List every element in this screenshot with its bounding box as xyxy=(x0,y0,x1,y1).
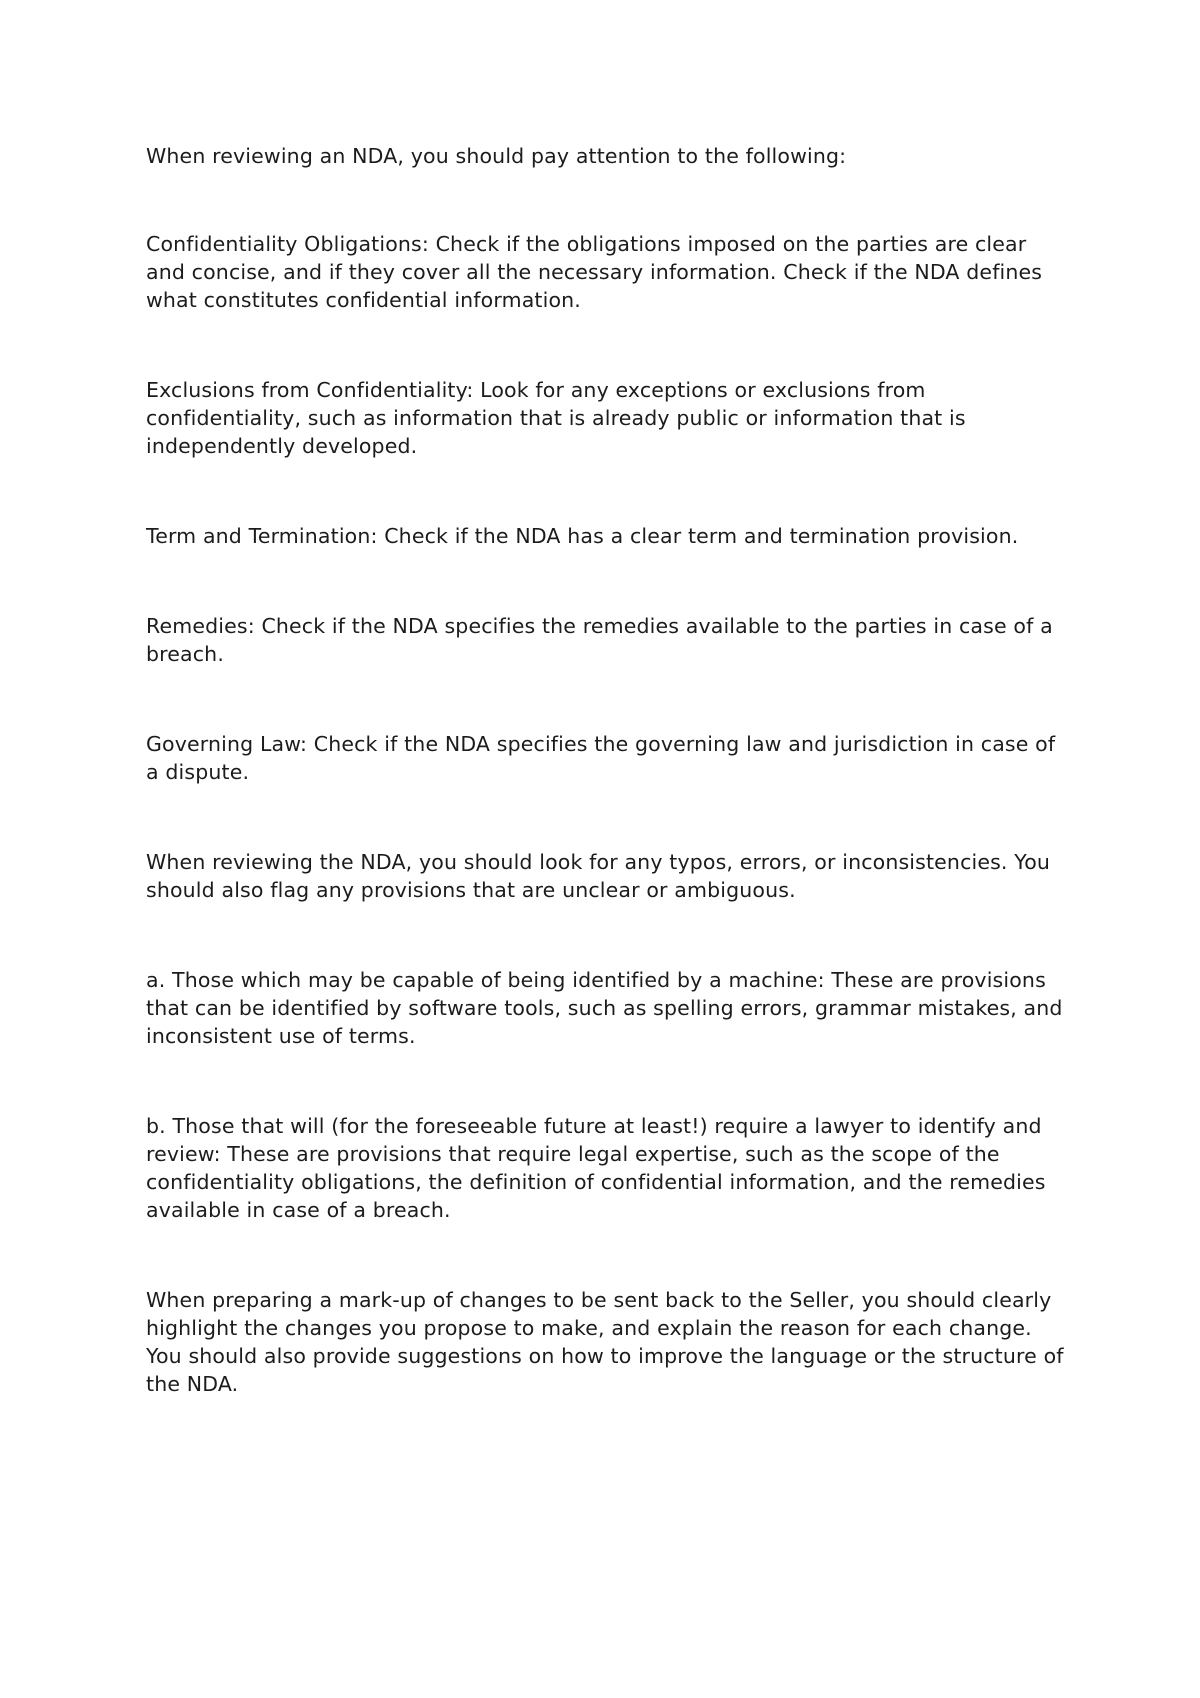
intro-paragraph: When reviewing an NDA, you should pay attention to the following: xyxy=(146,144,847,168)
machine-identifiable-paragraph: a. Those which may be capable of being identified by a machine: These are provisions that can be identified by software tools, such as spelling errors, grammar mistakes, and inconsistent use of terms. xyxy=(146,968,1063,1048)
term-termination-paragraph: Term and Termination: Check if the NDA has a clear term and termination provision. xyxy=(146,524,1019,548)
exclusions-paragraph: Exclusions from Confidentiality: Look for any exceptions or exclusions from confidentiality, such as information that is already public or information that is independently developed. xyxy=(146,378,966,458)
document-body xyxy=(146,142,1066,1460)
remedies-paragraph: Remedies: Check if the NDA specifies the remedies available to the parties in case of a breach. xyxy=(146,614,1053,666)
review-errors-paragraph: When reviewing the NDA, you should look for any typos, errors, or inconsistencies. You should also flag any provisions that are unclear or ambiguous. xyxy=(146,850,1051,902)
markup-paragraph: When preparing a mark-up of changes to be sent back to the Seller, you should clearly highlight the changes you propose to make, and explain the reason for each change. You should also provide suggestions on how to improve the language or the structure of the NDA. xyxy=(146,1288,1064,1396)
confidentiality-obligations-paragraph: Confidentiality Obligations: Check if the obligations imposed on the parties are clear and concise, and if they cover all the necessary information. Check if the NDA defines what constitutes confidential information. xyxy=(146,232,1043,312)
lawyer-review-paragraph: b. Those that will (for the foreseeable future at least!) require a lawyer to identify and review: These are provisions that require legal expertise, such as the scope of the confidentiality obligations, the definition of confidential information, and the remedies available in case of a breach. xyxy=(146,1114,1046,1222)
governing-law-paragraph: Governing Law: Check if the NDA specifies the governing law and jurisdiction in case of a dispute. xyxy=(146,732,1056,784)
